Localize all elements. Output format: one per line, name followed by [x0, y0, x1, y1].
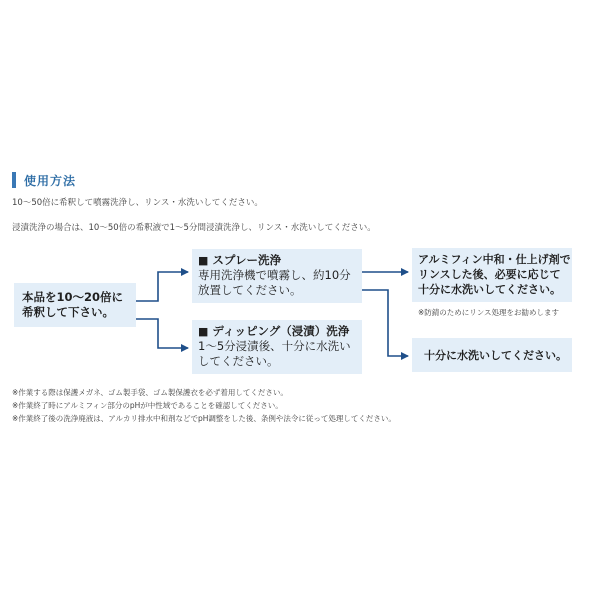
dipping-title: ディッピング（浸漬）洗浄: [212, 324, 350, 338]
arrow-start-to-spray: [136, 272, 188, 301]
spray-title-row: [198, 253, 351, 268]
dipping-title-row: [198, 324, 351, 339]
neutralize-line-1: アルミフィン中和・仕上げ剤で: [418, 253, 571, 266]
neutralize-line-2: リンスした後、必要に応じて: [418, 268, 561, 281]
footnote-waste-disposal: ※作業終了後の洗浄廃液は、アルカリ排水中和剤などでpH調整をした後、条例や法令に従って処理してください。: [12, 414, 396, 423]
arrow-start-to-dipping: [136, 319, 188, 348]
spray-line-2: 放置してください。: [198, 283, 302, 297]
neutralize-line-3: 十分に水洗いしてください。: [418, 283, 561, 296]
start-line-1: 本品を10～20倍に: [22, 290, 124, 304]
spray-title: スプレー洗浄: [212, 253, 281, 267]
dipping-line-2: してください。: [198, 354, 279, 368]
footnote-protective-gear: ※作業する際は保護メガネ、ゴム製手袋、ゴム製保護衣を必ず着用してください。: [12, 388, 288, 397]
spray-line-1: 専用洗浄機で噴霧し、約10分: [198, 268, 351, 282]
start-box: [14, 283, 136, 327]
square-bullet-icon: ■: [198, 325, 209, 338]
arrow-spray-to-water: [362, 290, 408, 356]
rinse-note: ※防錆のためにリンス処理をお勧めします: [418, 308, 560, 317]
water-box: [412, 338, 572, 372]
usage-paragraph-spray: 10～50倍に希釈して噴霧洗浄し、リンス・水洗いしてください。: [12, 198, 263, 208]
footnote-ph-check: ※作業終了時にアルミフィン部分のpHが中性域であることを確認してください。: [12, 401, 283, 410]
dipping-box: [192, 320, 362, 374]
section-title: 使用方法: [24, 173, 77, 188]
neutralize-box: [412, 248, 572, 302]
usage-paragraph-dipping: 浸漬洗浄の場合は、10～50倍の希釈液で1～5分間浸漬洗浄し、リンス・水洗いしてください。: [12, 223, 376, 233]
dipping-line-1: 1～5分浸漬後、十分に水洗い: [198, 339, 351, 353]
square-bullet-icon: ■: [198, 254, 209, 267]
start-line-2: 希釈して下さい。: [22, 305, 114, 319]
spray-box: [192, 249, 362, 303]
water-text: 十分に水洗いしてください。: [424, 349, 567, 362]
